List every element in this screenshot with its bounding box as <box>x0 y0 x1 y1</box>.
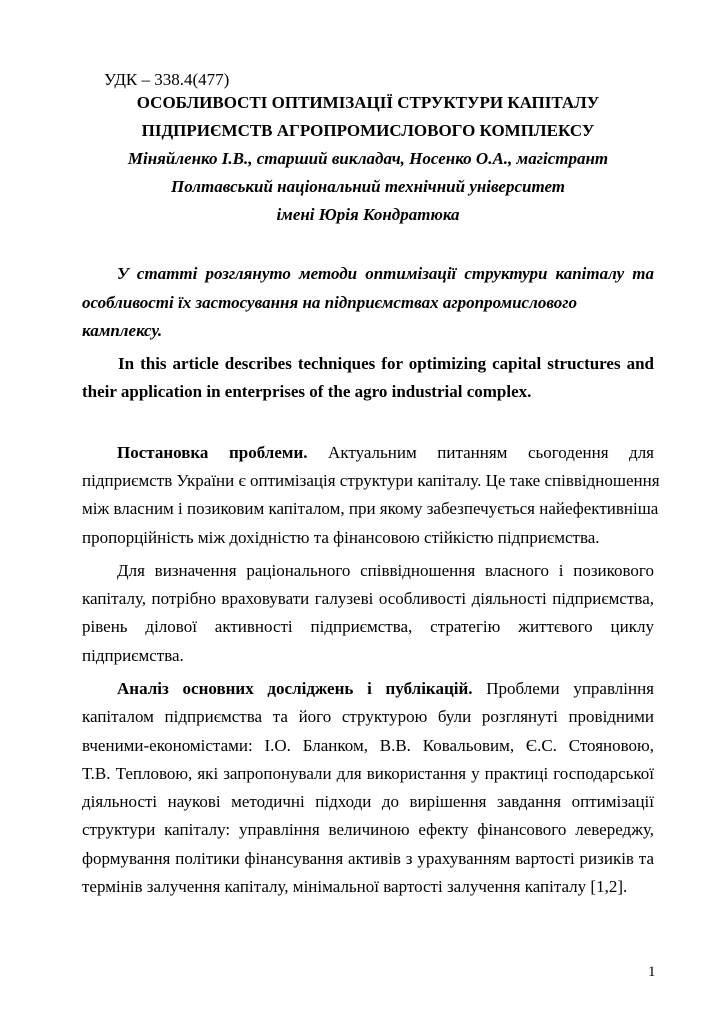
title-line-2: ПІДПРИЄМСТВ АГРОПРОМИСЛОВОГО КОМПЛЕКСУ <box>141 121 595 140</box>
abstract-ua-line: У статті розглянуто методи оптимізації структури капіталу та <box>117 264 654 283</box>
affiliation-line-2: імені Юрія Кондратюка <box>276 205 460 224</box>
p3-line: структури капіталу: управління величиною ефекту фінансового левереджу, <box>82 820 654 839</box>
p2-line: капіталу, потрібно враховувати галузеві особливості діяльності підприємства, <box>82 589 654 608</box>
p3-line: термінів залучення капіталу, мінімальної вартості залучення капіталу [1,2]. <box>82 877 628 896</box>
p3-line: формування політики фінансування активів з урахуванням вартості ризиків та <box>82 849 654 868</box>
p1-first-line <box>82 443 654 463</box>
p2-line: Для визначення раціонального співвідношення власного і позикового <box>117 561 654 580</box>
section-heading: Аналіз основних досліджень і публікацій. <box>117 679 473 698</box>
title-line-1: ОСОБЛИВОСТІ ОПТИМІЗАЦІЇ СТРУКТУРИ КАПІТАЛУ <box>136 93 600 112</box>
p3-line: капіталом підприємства та його структурою були розглянуті провідними <box>82 707 654 726</box>
udk-code: УДК – 338.4(477) <box>104 70 230 89</box>
abstract-en-line: their application in enterprises of the agro industrial complex. <box>82 382 532 401</box>
p3-line: Т.В. Тепловою, які запропонували для використання у практиці господарської <box>82 764 654 783</box>
page-number: 1 <box>648 964 656 980</box>
p2-line: підприємства. <box>82 646 184 665</box>
abstract-ua-line: особливості їх застосування на підприємствах агропромислового <box>82 293 577 312</box>
section-heading: Постановка проблеми. <box>117 443 308 462</box>
text: Актуальним питанням сьогодення для <box>328 443 655 462</box>
p2-line: рівень ділової активності підприємства, стратегію життєвого циклу <box>82 617 654 636</box>
abstract-ua-line: камплексу. <box>82 321 163 340</box>
text: Проблеми управління <box>486 679 654 698</box>
affiliation-line-1: Полтавський національний технічний університет <box>170 177 566 196</box>
authors: Міняйленко І.В., старший викладач, Носенко О.А., магістрант <box>127 149 609 168</box>
p1-line: між власним і позиковим капіталом, при якому забезпечується найефективніша <box>82 499 659 518</box>
p1-line: пропорційність між дохідністю та фінансовою стійкістю підприємства. <box>82 528 600 547</box>
abstract-en-line: In this article describes techniques for optimizing capital structures and <box>118 354 654 373</box>
p3-line: діяльності наукові методичні підходи до вирішення завдання оптимізації <box>82 792 654 811</box>
p1-line: підприємств України є оптимізація структури капіталу. Це таке співвідношення <box>82 471 660 490</box>
p3-first-line <box>82 679 654 699</box>
p3-line: вченими-економістами: І.О. Бланком, В.В. Ковальовим, Є.С. Стояновою, <box>82 736 654 755</box>
